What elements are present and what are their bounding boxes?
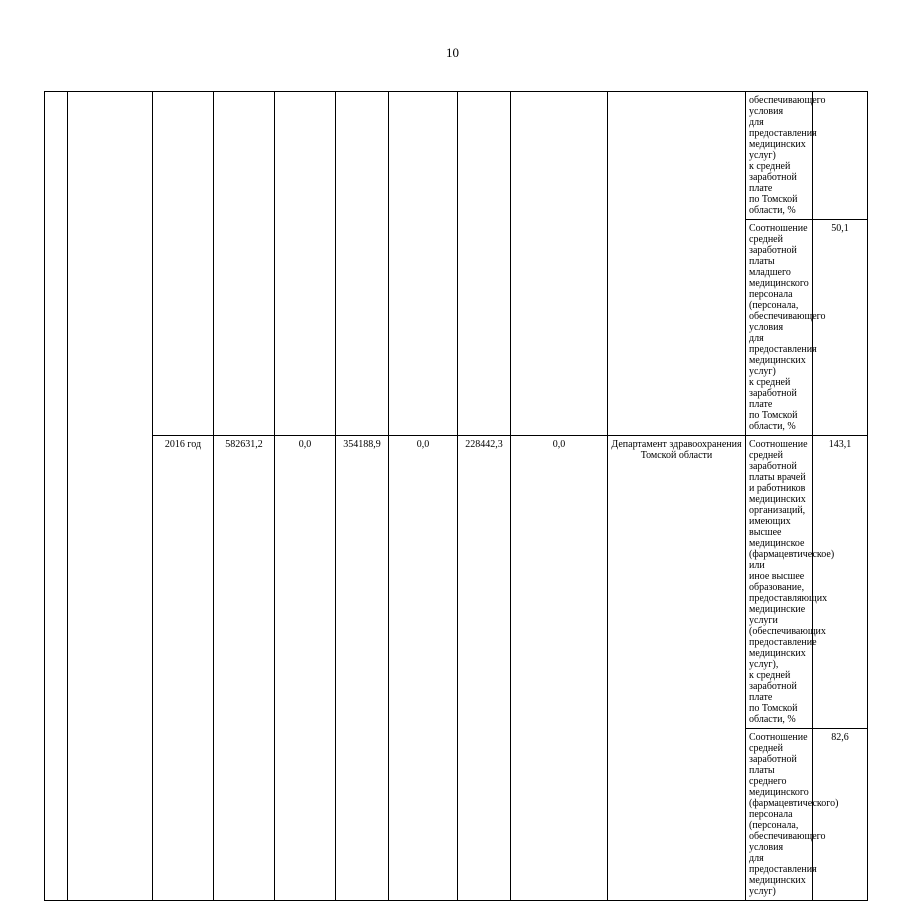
task-cell — [68, 92, 153, 901]
indicator-value — [813, 92, 868, 220]
empty-cell — [275, 92, 336, 436]
empty-cell — [608, 92, 746, 436]
local-cell: 0,0 — [389, 436, 458, 901]
empty-cell — [458, 92, 511, 436]
page-number: 10 — [446, 45, 459, 60]
empty-cell — [511, 92, 608, 436]
table-row — [45, 92, 868, 220]
indicator-name: обеспечивающего условия для предоставления медицинских услуг) к средней заработной плате по Томской области, % — [746, 92, 813, 220]
empty-cell — [336, 92, 389, 436]
executor-cell: Департамент здравоохранения Томской области — [608, 436, 746, 901]
empty-cell — [214, 92, 275, 436]
total-cell: 582631,2 — [214, 436, 275, 901]
extrabudget-cell: 228442,3 — [458, 436, 511, 901]
federal-cell: 0,0 — [275, 436, 336, 901]
other-cell: 0,0 — [511, 436, 608, 901]
number-cell — [45, 92, 68, 901]
program-table — [44, 91, 868, 901]
regional-cell: 354188,9 — [336, 436, 389, 901]
indicator-name: Соотношение средней заработной платы врачей и работников медицинских организаций, имеющих высшее медицинское (фармацевтическое) или иное высшее образование, предоставляющих медицинские услуги (обеспечивающих предоставление медицинских услуг), к средней заработной плате по Томской области, % — [746, 436, 813, 729]
year-cell: 2016 год — [153, 436, 214, 901]
empty-cell — [389, 92, 458, 436]
indicator-name: Соотношение средней заработной платы младшего медицинского персонала (персонала, обеспечивающего условия для предоставления медицинских услуг) к средней заработной плате по Томской области, % — [746, 220, 813, 436]
indicator-value: 143,1 — [813, 436, 868, 729]
table-row — [45, 436, 868, 729]
indicator-value: 50,1 — [813, 220, 868, 436]
indicator-name: Соотношение средней заработной платы среднего медицинского (фармацевтического) персонала (персонала, обеспечивающего условия для предоставления медицинских услуг) — [746, 729, 813, 901]
empty-cell — [153, 92, 214, 436]
indicator-value: 82,6 — [813, 729, 868, 901]
